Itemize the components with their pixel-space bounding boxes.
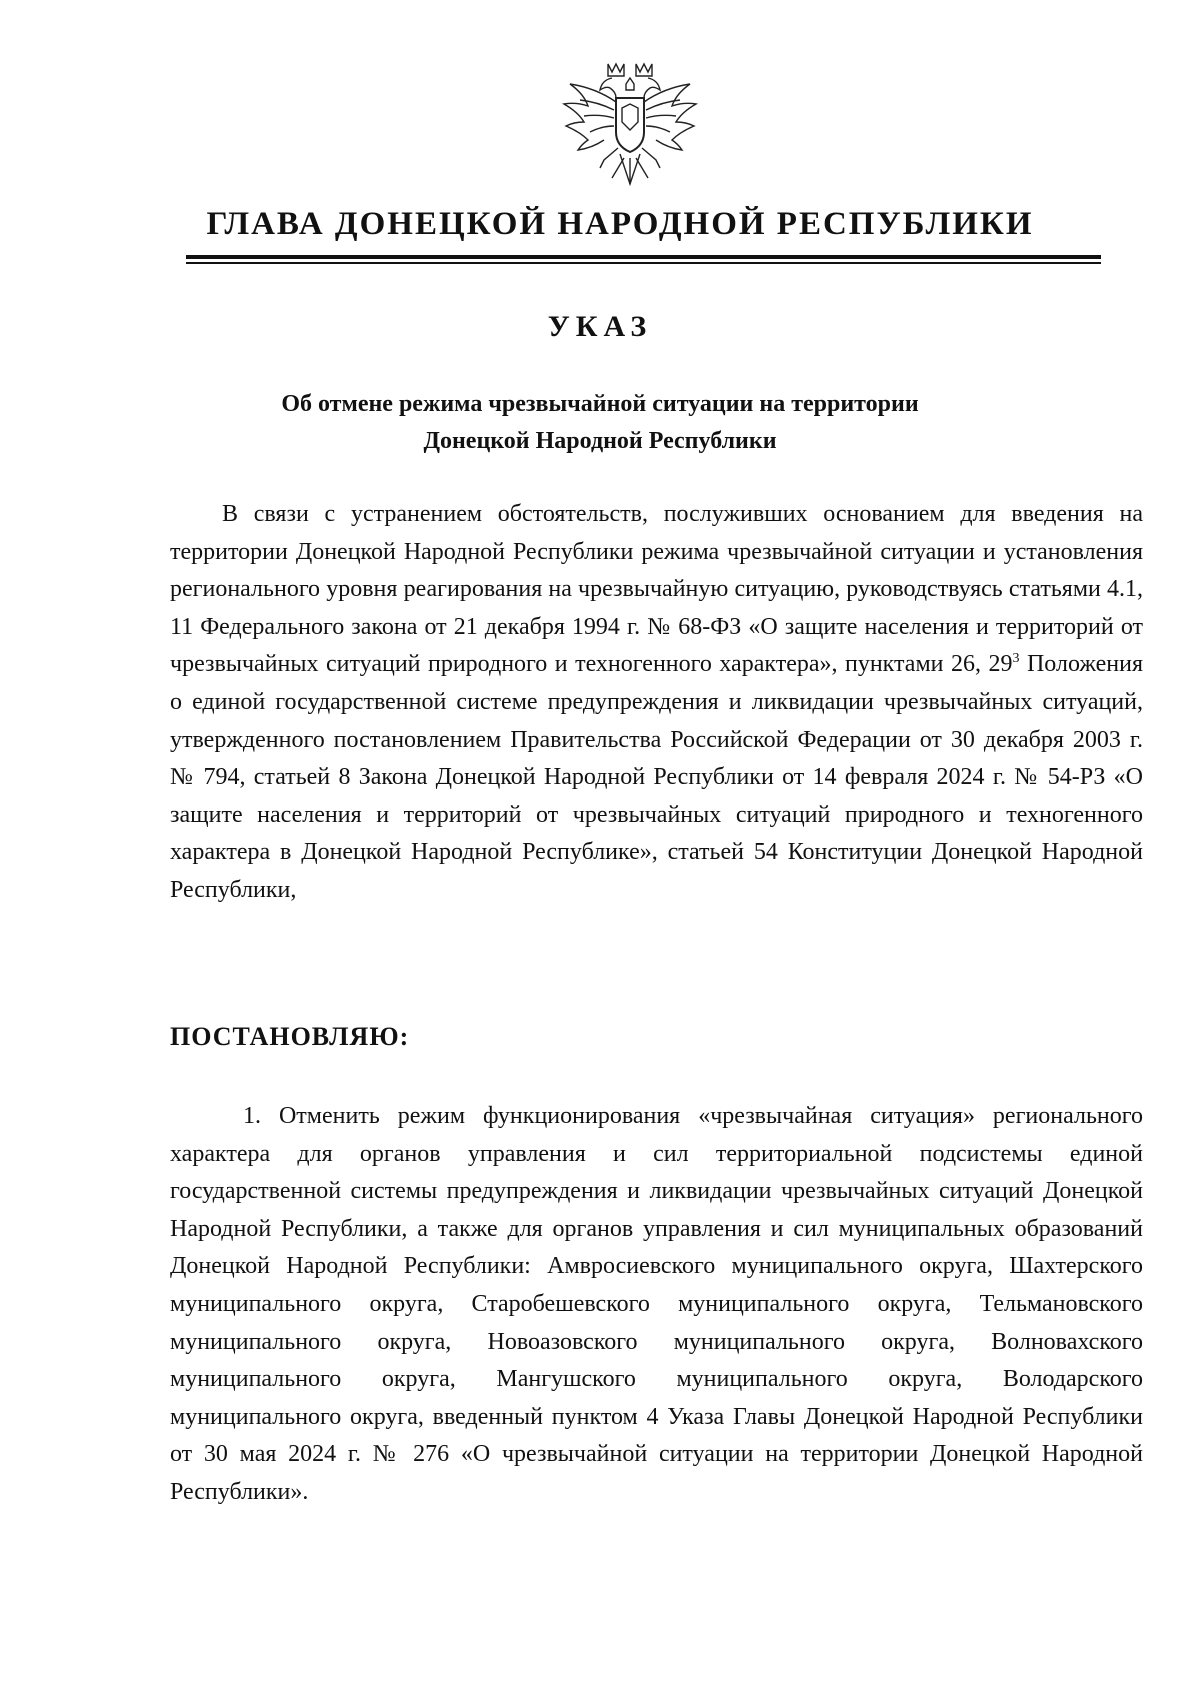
subject-line-2: Донецкой Народной Республики xyxy=(423,428,777,454)
clause-1-paragraph: 1. Отменить режим функционирования «чрезвычайная ситуация» регионального характера для органов управления и сил территориальной подсистемы единой государственной системы предупреждения и ликвидации чрезвычайных ситуаций Донецкой Народной Республики, а также для органов управления и сил муниципальных образований Донецкой Народной Республики: Амвросиевского муниципального округа, Шахтерского муниципального округа, Старобешевского муниципального округа, Тельмановского муниципального округа, Новоазовского муниципального округа, Волновахского муниципального округа, Мангушского муниципального округа, Володарского муниципального округа, введенный пунктом 4 Указа Главы Донецкой Народной Республики от 30 мая 2024 г. № 276 «О чрезвычайной ситуации на территории Донецкой Народной Республики». xyxy=(170,1103,1143,1505)
document-subject xyxy=(200,386,1000,460)
document-type-title: УКАЗ xyxy=(547,310,653,343)
header-rule-thick xyxy=(186,255,1101,259)
double-headed-eagle-emblem-icon xyxy=(556,58,704,208)
preamble-text-part-1: В связи с устранением обстоятельств, послуживших основанием для введения на территории Донецкой Народной Республики режима чрезвычайной ситуации и установления регионального уровня реагирования на чрезвычайную ситуацию, руководствуясь статьями 4.1, 11 Федерального закона от 21 декабря 1994 г. № 68-ФЗ «О защите населения и территорий от чрезвычайных ситуаций природного и техногенного характера», пунктами 26, 29 xyxy=(170,501,1143,678)
resolve-heading: ПОСТАНОВЛЯЮ: xyxy=(170,1022,410,1051)
preamble-superscript: 3 xyxy=(1012,651,1020,667)
subject-line-1: Об отмене режима чрезвычайной ситуации на территории xyxy=(281,391,919,417)
preamble-paragraph xyxy=(170,496,1143,910)
issuing-authority-title: ГЛАВА ДОНЕЦКОЙ НАРОДНОЙ РЕСПУБЛИКИ xyxy=(206,206,1034,242)
header-rule-thin xyxy=(186,262,1101,264)
preamble-text-part-2: Положения о единой государственной системе предупреждения и ликвидации чрезвычайных ситуаций, утвержденного постановлением Правительства Российской Федерации от 30 декабря 2003 г. № 794, статьей 8 Закона Донецкой Народной Республики от 14 февраля 2024 г. № 54-РЗ «О защите населения и территорий от чрезвычайных ситуаций природного и техногенного характера в Донецкой Народной Республике», статьей 54 Конституции Донецкой Народной Республики, xyxy=(170,651,1143,903)
